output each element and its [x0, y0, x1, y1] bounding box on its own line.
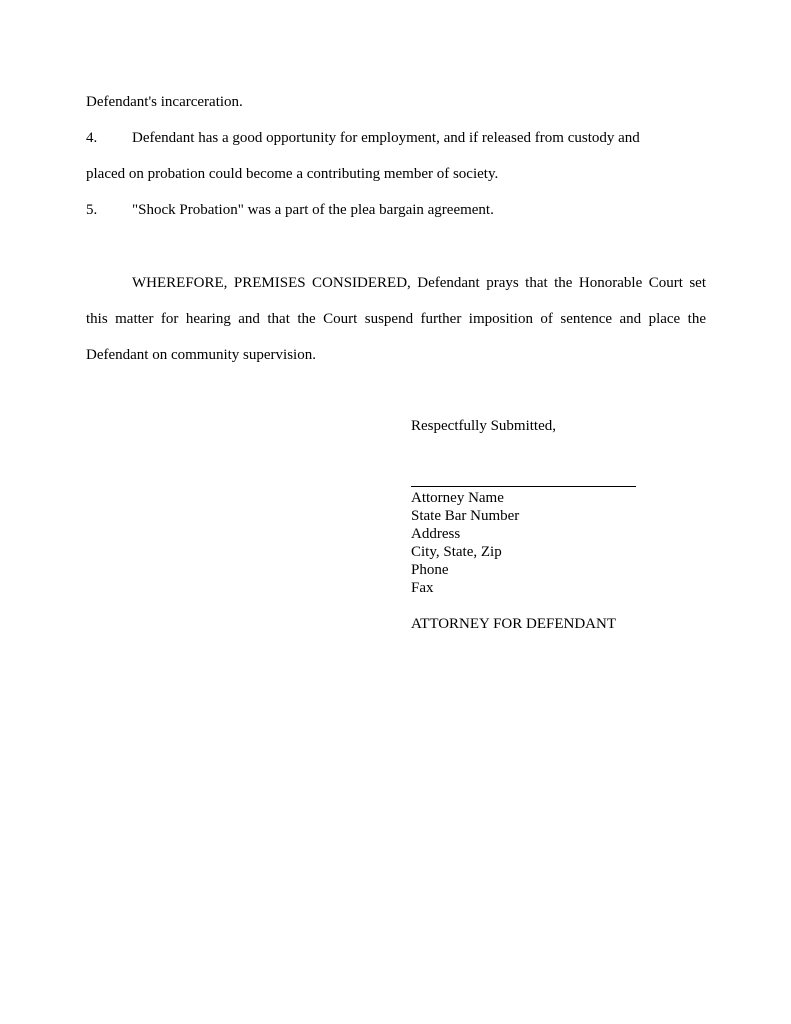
- attorney-name: Attorney Name: [411, 490, 504, 506]
- fax: Fax: [411, 580, 434, 596]
- city-state-zip: City, State, Zip: [411, 544, 502, 560]
- wherefore-line-3: Defendant on community supervision.: [86, 347, 316, 363]
- item-4-line-2: placed on probation could become a contributing member of society.: [86, 166, 499, 182]
- incarceration-line: Defendant's incarceration.: [86, 94, 243, 110]
- closing-text: Respectfully Submitted,: [411, 418, 556, 434]
- item-4-number: 4.: [86, 130, 98, 146]
- item-5-number: 5.: [86, 202, 98, 218]
- item-5-line: [86, 201, 494, 219]
- item-4-text-1: Defendant has a good opportunity for employment, and if released from custody and: [132, 130, 640, 146]
- phone: Phone: [411, 562, 449, 578]
- item-5-text: "Shock Probation" was a part of the plea bargain agreement.: [132, 202, 494, 218]
- wherefore-line-1: WHEREFORE, PREMISES CONSIDERED, Defendant prays that the Honorable Court set: [132, 275, 706, 291]
- address: Address: [411, 526, 461, 542]
- signature-line: [411, 486, 636, 487]
- attorney-role: ATTORNEY FOR DEFENDANT: [411, 616, 617, 632]
- item-4-line-1: [86, 129, 640, 147]
- bar-number: State Bar Number: [411, 508, 520, 524]
- wherefore-line-2: this matter for hearing and that the Court suspend further imposition of sentence and place the: [86, 311, 706, 327]
